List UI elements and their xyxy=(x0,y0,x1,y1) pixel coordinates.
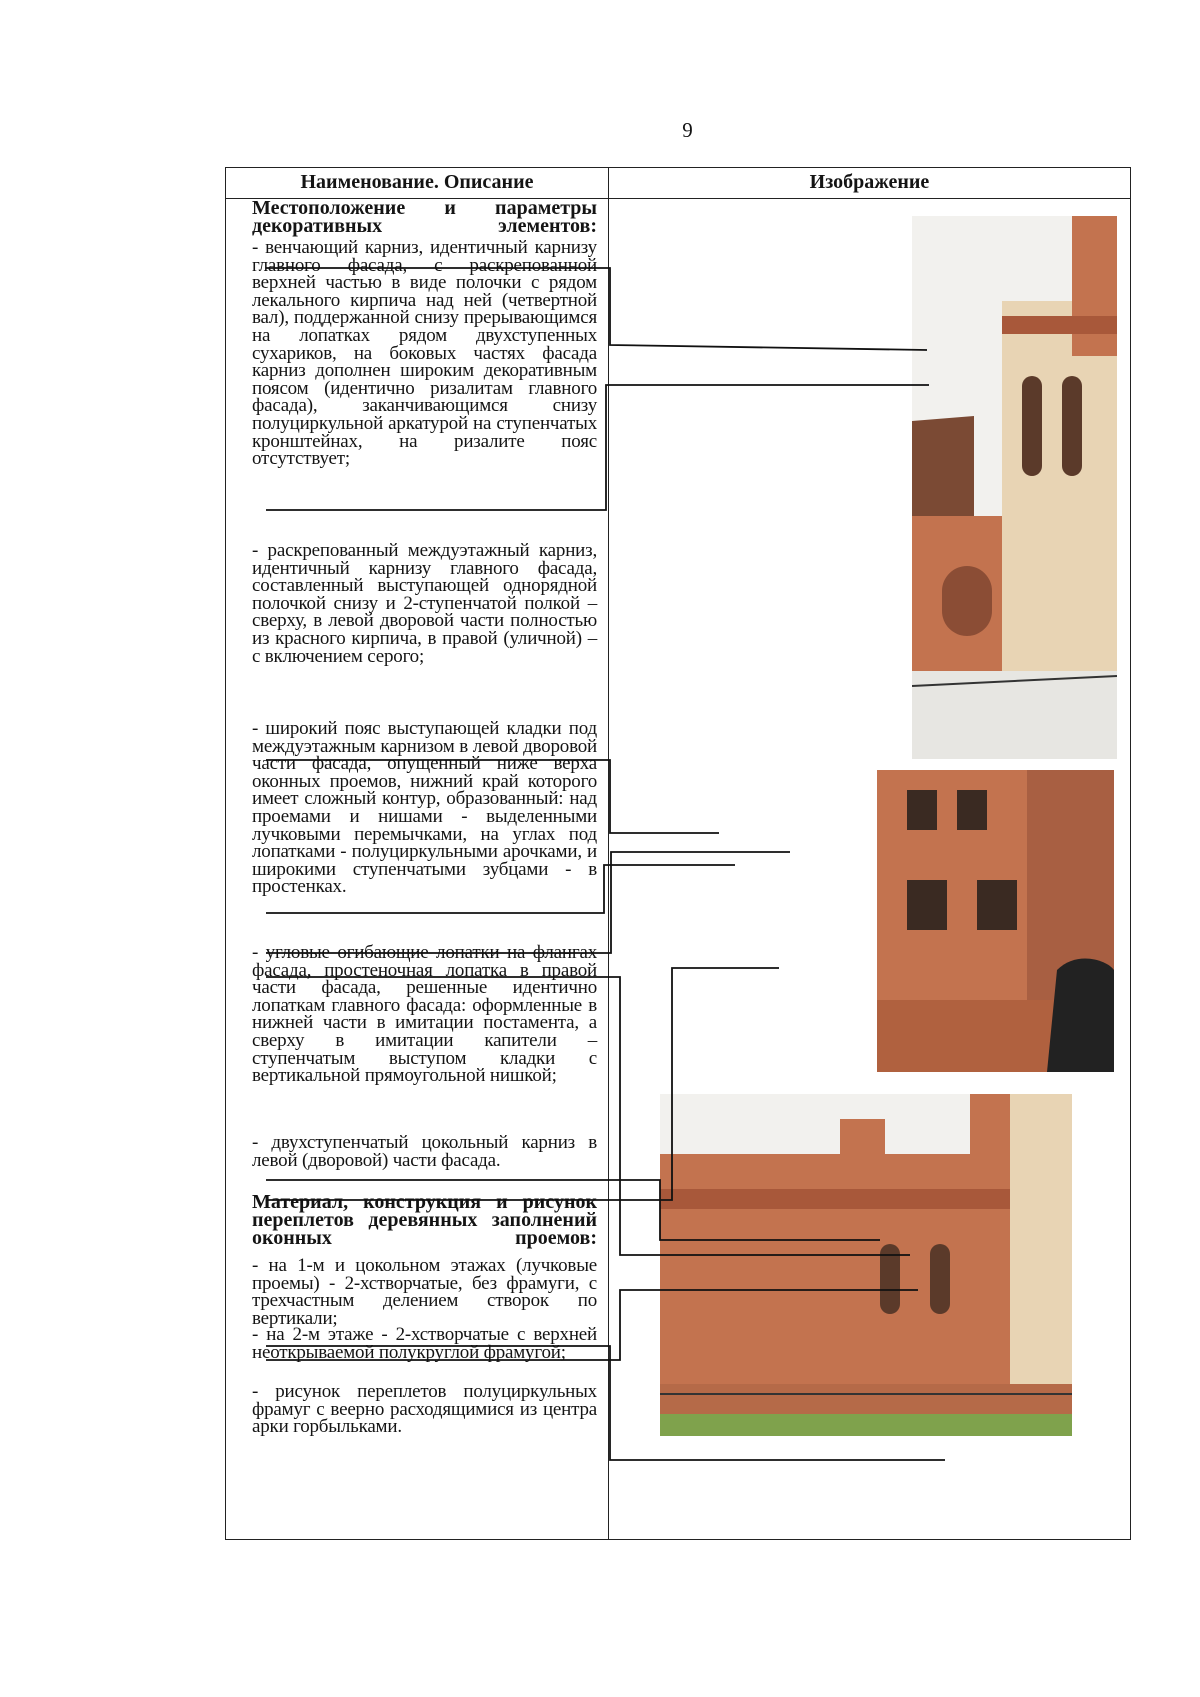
list-item: - угловые огибающие лопатки на флангах фасада, простеночная лопатка в правой части фасада, решенные идентично лопаткам главного фасада: оформленные в нижней части в имитации постамента, а сверху в имитации капители – ступенчатым выступом кладки с вертикальной прямоугольной нишкой; xyxy=(252,942,597,1087)
list-item: - рисунок переплетов полуциркульных фрамуг с веерно расходящимися из центра арки горбыльками. xyxy=(252,1381,597,1438)
list-item: - венчающий карниз, идентичный карнизу главного фасада, с раскрепованной верхней частью в виде полочки с рядом лекального кирпича над ней (четвертной вал), поддержанной снизу прерывающимся на лопатках рядом двухступенных сухариков, на боковых частях фасада карниз дополнен широким декоративным поясом (идентично ризалитам главного фасада), заканчивающимся снизу полуциркульной аркатурой на ступенчатых кронштейнах, на ризалите пояс отсутствует; xyxy=(252,237,597,470)
description-table xyxy=(225,167,1131,1540)
header-description: Наименование. Описание xyxy=(300,171,534,193)
list-item: - на 1-м и цокольном этажах (лучковые проемы) - 2-хстворчатые, без фрамуги, с трехчастным делением створок по вертикали; xyxy=(252,1255,597,1329)
list-item: - двухступенчатый цокольный карниз в левой (дворовой) части фасада. xyxy=(252,1132,597,1171)
image-column xyxy=(609,199,1130,1539)
list-item: - широкий пояс выступающей кладки под междуэтажным карнизом в левой дворовой части фасада, опущенный ниже верха оконных проемов, нижний край которого имеет сложный контур, образованный: над проемами и нишами - выделенными лучковыми перемычками, на углах под лопатками - полуциркульными арочками, и широкими ступенчатыми зубцами - в простенках. xyxy=(252,718,597,898)
header-image: Изображение xyxy=(809,171,930,193)
section-title-decor: Местоположение и параметры декоративных элементов: xyxy=(252,197,597,237)
list-item: - на 2-м этаже - 2-хстворчатые с верхней неоткрываемой полукруглой фрамугой; xyxy=(252,1324,597,1363)
page-number: 9 xyxy=(682,118,693,142)
list-item: - раскрепованный междуэтажный карниз, идентичный карнизу главного фасада, составленный выступающей однорядной полочкой снизу и 2-ступенчатой полкой – сверху, в левой дворовой части полностью из красного кирпича, в правой (уличной) – с включением серого; xyxy=(252,540,597,667)
section-title-windows: Материал, конструкция и рисунок переплетов деревянных заполнений оконных проемов: xyxy=(252,1191,597,1249)
facade-photo-courtyard xyxy=(912,216,1117,759)
facade-photo-corner xyxy=(660,1094,1072,1436)
table-header-row xyxy=(226,168,1130,199)
facade-photo-belt xyxy=(877,770,1114,1072)
